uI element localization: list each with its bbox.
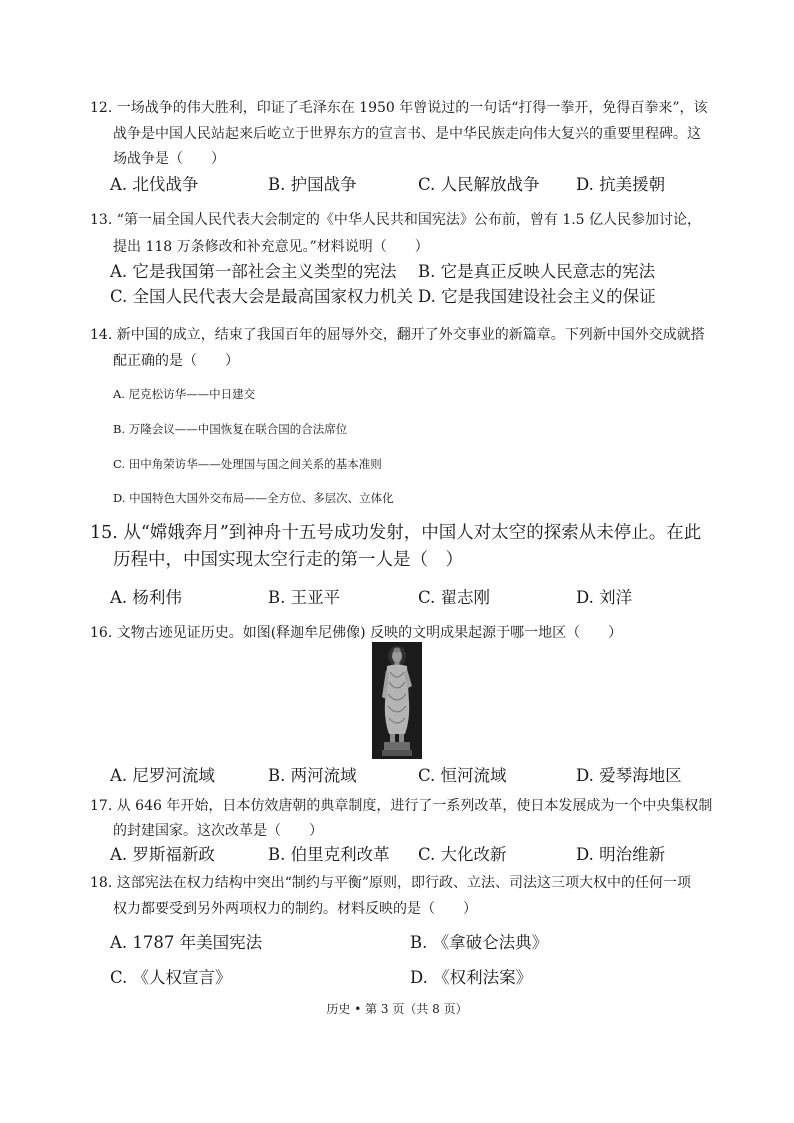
- q18-stem-line2: 权力都要受到另外两项权力的制约。材料反映的是（ ）: [113, 901, 477, 917]
- q14-option-a: A. 尼克松访华——中日建交: [113, 387, 256, 401]
- q13-option-b: B. 它是真正反映人民意志的宪法: [418, 262, 656, 281]
- q16-option-d: D. 爱琴海地区: [576, 766, 682, 785]
- buddha-statue-image: [372, 642, 422, 759]
- q12-option-a: A. 北伐战争: [110, 175, 199, 194]
- q16-option-a: A. 尼罗河流域: [110, 766, 215, 785]
- q16-stem-line1: 16. 文物古迹见证历史。如图(释迦牟尼佛像) 反映的文明成果起源于哪一地区（ ）: [90, 625, 623, 641]
- buddha-statue-icon: [372, 642, 422, 759]
- q18-option-d: D. 《权利法案》: [410, 968, 533, 987]
- q15-stem-line2: 历程中，中国实现太空行走的第一人是（ ）: [113, 550, 463, 570]
- q17-option-a: A. 罗斯福新政: [110, 845, 215, 864]
- q17-option-b: B. 伯里克利改革: [268, 845, 390, 864]
- q12-stem-line3: 场战争是（ ）: [113, 151, 225, 167]
- q13-stem-line1: 13. “第一届全国人民代表大会制定的《中华人民共和国宪法》公布前，曾有 1.5 亿人民参加讨论，: [90, 212, 702, 228]
- q15-option-a: A. 杨利伟: [110, 588, 182, 607]
- q17-option-c: C. 大化改新: [418, 845, 507, 864]
- q18-option-c: C. 《人权宣言》: [110, 968, 232, 987]
- q15-option-d: D. 刘洋: [576, 588, 633, 607]
- q15-option-b: B. 王亚平: [268, 588, 341, 607]
- q14-stem-line1: 14. 新中国的成立，结束了我国百年的屈辱外交，翻开了外交事业的新篇章。下列新中国外交成就搭: [90, 327, 705, 343]
- q14-option-c: C. 田中角荣访华——处理国与国之间关系的基本准则: [113, 457, 382, 471]
- q13-option-a: A. 它是我国第一部社会主义类型的宪法: [110, 262, 397, 281]
- q17-stem-line1: 17. 从 646 年开始，日本仿效唐朝的典章制度，进行了一系列改革，使日本发展成为一个中央集权制: [90, 798, 713, 814]
- q13-option-c: C. 全国人民代表大会是最高国家权力机关: [110, 287, 414, 306]
- q12-stem-line1: 12. 一场战争的伟大胜利，印证了毛泽东在 1950 年曾说过的一句话“打得一拳开，免得百拳来”，该: [90, 100, 708, 116]
- q18-option-a: A. 1787 年美国宪法: [110, 933, 263, 952]
- q16-option-c: C. 恒河流域: [418, 766, 507, 785]
- q13-option-d: D. 它是我国建设社会主义的保证: [418, 287, 656, 306]
- q16-option-b: B. 两河流域: [268, 766, 357, 785]
- q12-option-c: C. 人民解放战争: [418, 175, 540, 194]
- q18-stem-line1: 18. 这部宪法在权力结构中突出“制约与平衡”原则，即行政、立法、司法这三项大权中的任何一项: [90, 875, 692, 891]
- page-footer: 历史 • 第 3 页（共 8 页）: [326, 1002, 468, 1016]
- q12-option-b: B. 护国战争: [268, 175, 357, 194]
- q12-option-d: D. 抗美援朝: [576, 175, 666, 194]
- q17-option-d: D. 明治维新: [576, 845, 666, 864]
- q14-stem-line2: 配正确的是（ ）: [113, 353, 239, 369]
- q12-stem-line2: 战争是中国人民站起来后屹立于世界东方的宣言书、是中华民族走向伟大复兴的重要里程碑。这: [113, 126, 701, 142]
- q14-option-d: D. 中国特色大国外交布局——全方位、多层次、立体化: [113, 491, 394, 505]
- q18-option-b: B. 《拿破仑法典》: [410, 933, 549, 952]
- q15-option-c: C. 翟志刚: [418, 588, 491, 607]
- q15-stem-line1: 15. 从“嫦娥奔月”到神舟十五号成功发射，中国人对太空的探索从未停止。在此: [90, 523, 702, 543]
- q14-option-b: B. 万隆会议——中国恢复在联合国的合法席位: [113, 422, 348, 436]
- q17-stem-line2: 的封建国家。这次改革是（ ）: [113, 823, 323, 839]
- q13-stem-line2: 提出 118 万条修改和补充意见。”材料说明（ ）: [113, 239, 429, 255]
